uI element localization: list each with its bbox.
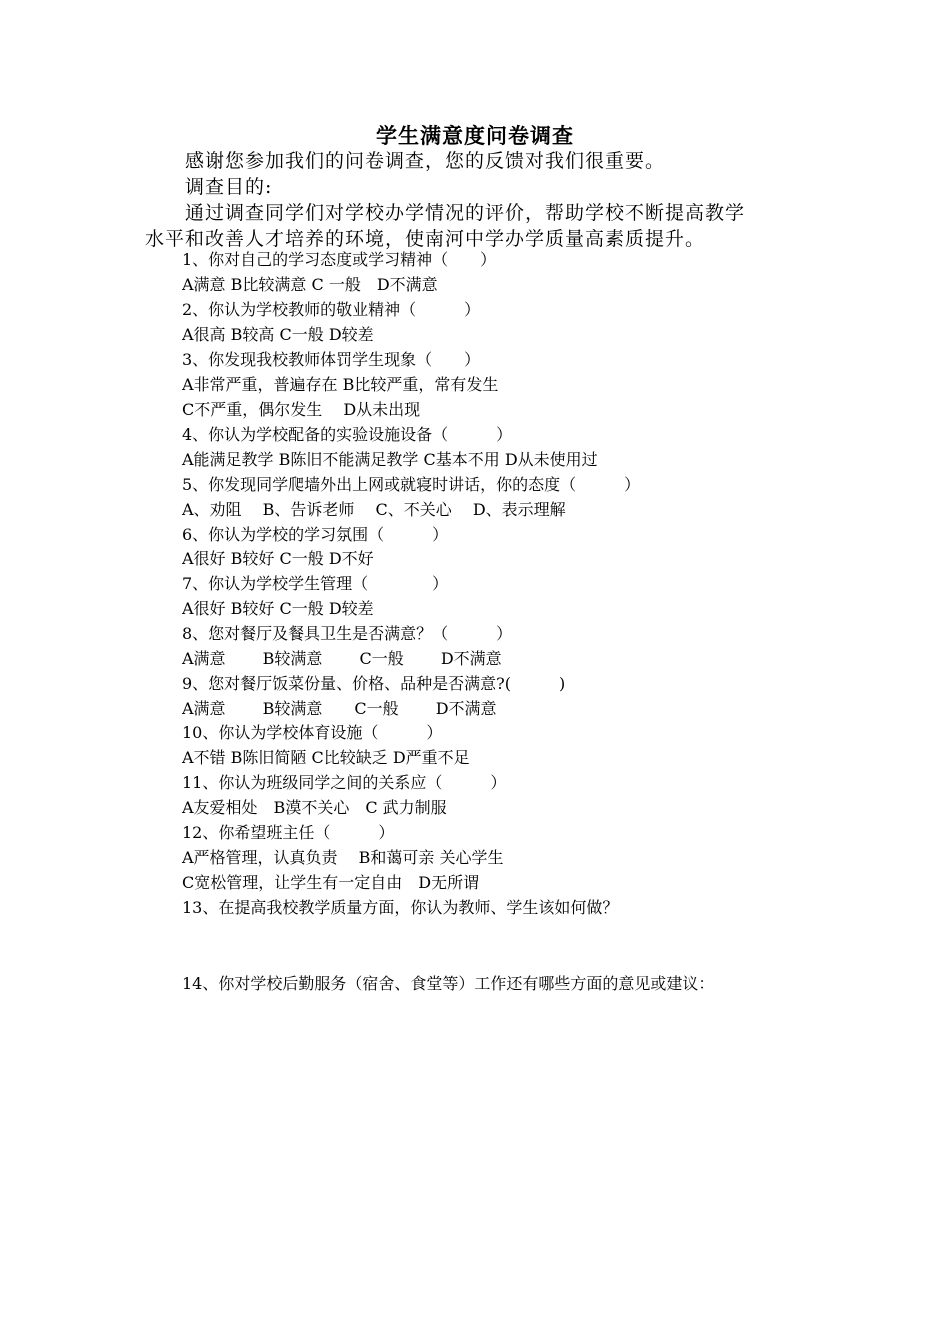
options-3a: A非常严重，普遍存在 B比较严重，常有发生 xyxy=(182,375,499,394)
intro-purpose-line-1: 通过调查同学们对学校办学情况的评价，帮助学校不断提高教学 xyxy=(145,202,746,224)
question-8: 8、您对餐厅及餐具卫生是否满意？（ ） xyxy=(182,624,513,643)
intro-thanks: 感谢您参加我们的问卷调查，您的反馈对我们很重要。 xyxy=(145,150,666,172)
options-7: A很好 B较好 C一般 D较差 xyxy=(182,599,374,618)
options-8: A满意 B较满意 C一般 D不满意 xyxy=(182,649,502,668)
question-2: 2、你认为学校教师的敬业精神（ ） xyxy=(182,300,481,319)
question-14: 14、你对学校后勤服务（宿舍、食堂等）工作还有哪些方面的意见或建议： xyxy=(182,974,715,993)
question-12: 12、你希望班主任（ ） xyxy=(182,823,395,842)
options-11: A友爱相处 B漠不关心 C 武力制服 xyxy=(182,798,447,817)
options-4: A能满足教学 B陈旧不能满足教学 C基本不用 D从未使用过 xyxy=(182,450,598,469)
options-12b: C宽松管理，让学生有一定自由 D无所谓 xyxy=(182,873,480,892)
document-title: 学生满意度问卷调查 xyxy=(376,124,574,148)
options-2: A很高 B较高 C一般 D较差 xyxy=(182,325,374,344)
question-9: 9、您对餐厅饭菜份量、价格、品种是否满意?( ) xyxy=(182,674,566,693)
options-5: A、劝阻 B、告诉老师 C、不关心 D、表示理解 xyxy=(182,500,566,519)
intro-purpose-heading: 调查目的: xyxy=(145,176,273,198)
question-7: 7、你认为学校学生管理（ ） xyxy=(182,574,449,593)
options-3b: C不严重，偶尔发生 D从未出现 xyxy=(182,400,421,419)
question-10: 10、你认为学校体育设施（ ） xyxy=(182,723,443,742)
question-4: 4、你认为学校配备的实验设施设备（ ） xyxy=(182,425,513,444)
options-6: A很好 B较好 C一般 D不好 xyxy=(182,549,374,568)
intro-purpose-line-2: 水平和改善人才培养的环境，使南河中学办学质量高素质提升。 xyxy=(145,228,706,250)
options-1: A满意 B比较满意 C 一般 D不满意 xyxy=(182,275,438,294)
question-11: 11、你认为班级同学之间的关系应（ ） xyxy=(182,773,507,792)
question-6: 6、你认为学校的学习氛围（ ） xyxy=(182,525,449,544)
options-12a: A严格管理，认真负责 B和蔼可亲 关心学生 xyxy=(182,848,504,867)
options-9: A满意 B较满意 C一般 D不满意 xyxy=(182,699,497,718)
question-3: 3、你发现我校教师体罚学生现象（ ） xyxy=(182,350,481,369)
question-13: 13、在提高我校教学质量方面，你认为教师、学生该如何做？ xyxy=(182,898,619,917)
options-10: A不错 B陈旧简陋 C比较缺乏 D严重不足 xyxy=(182,748,470,767)
question-1: 1、你对自己的学习态度或学习精神（ ） xyxy=(182,250,497,269)
question-5: 5、你发现同学爬墙外出上网或就寝时讲话，你的态度（ ） xyxy=(182,475,641,494)
